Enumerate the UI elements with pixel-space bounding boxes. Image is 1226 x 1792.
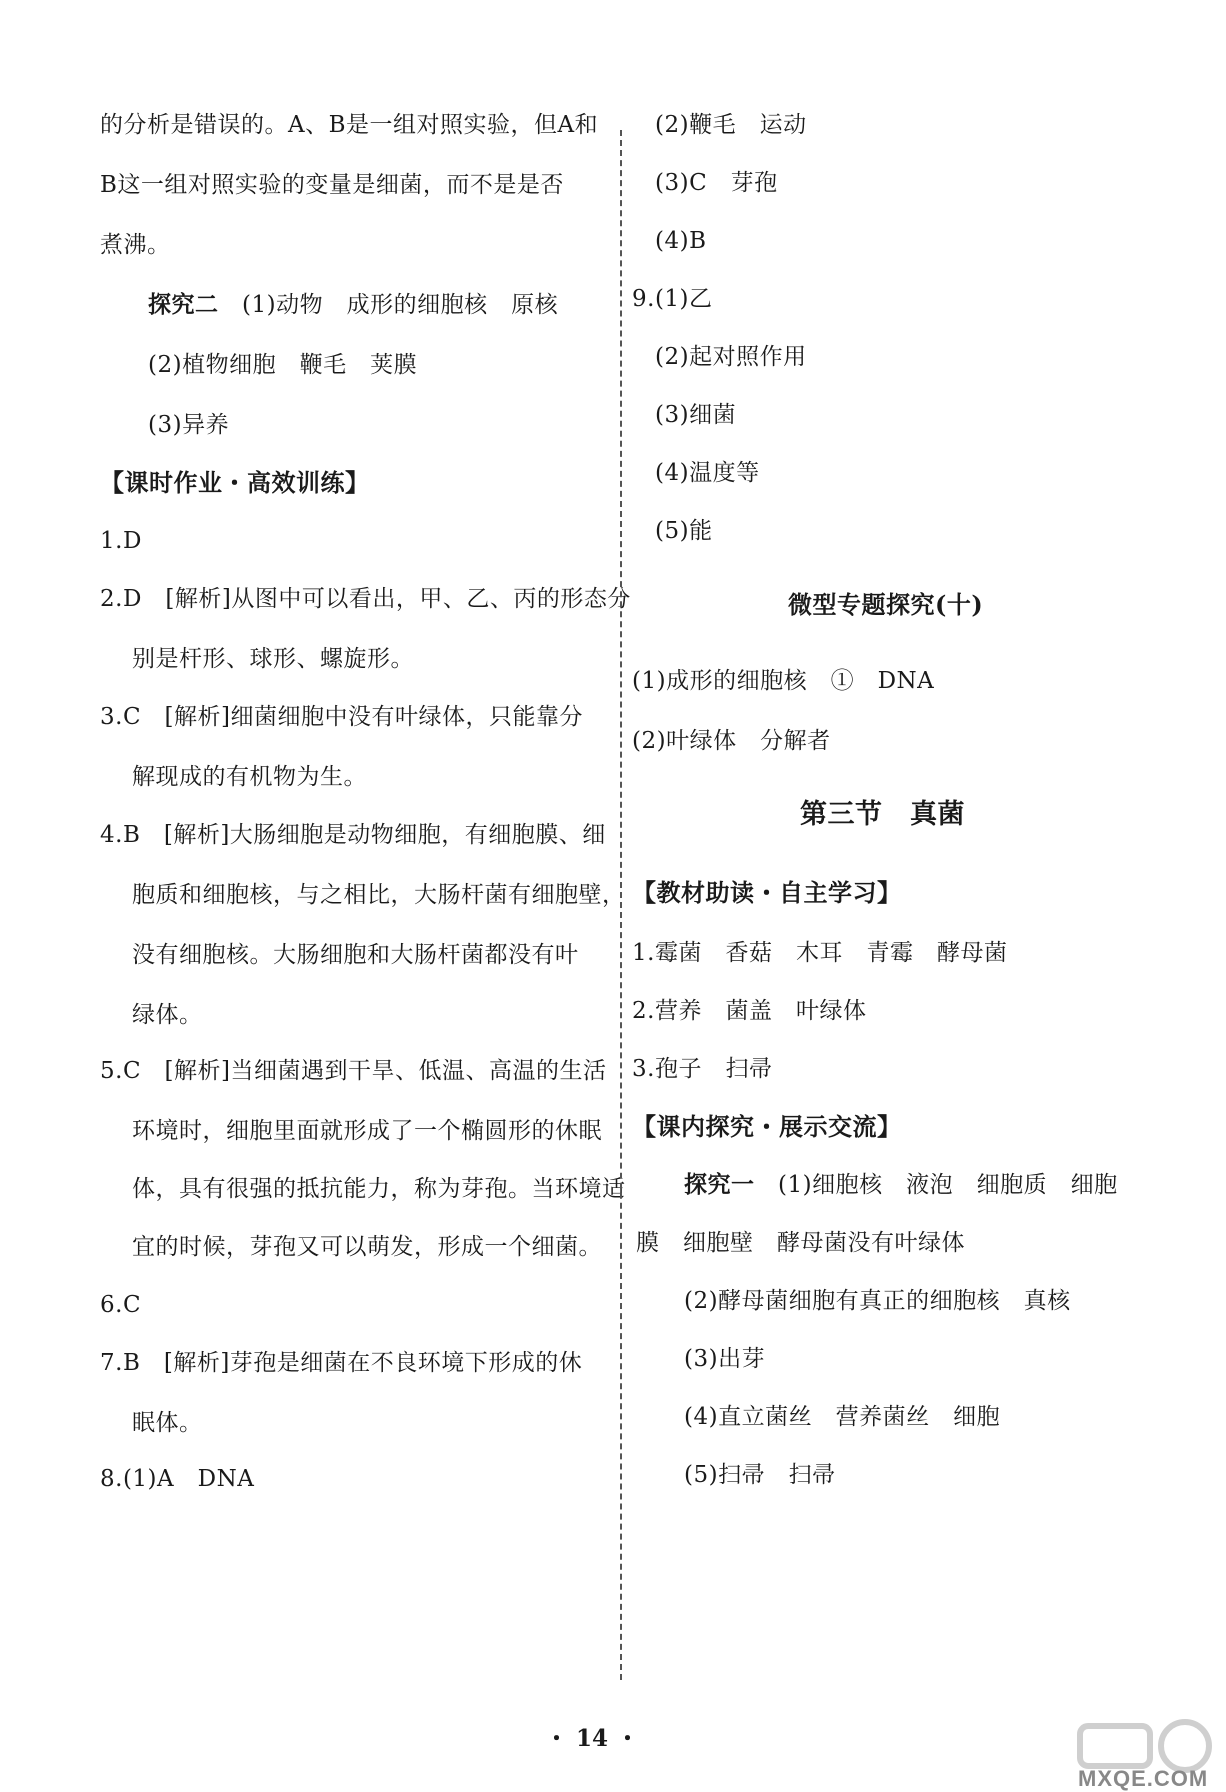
micro-topic-title: 微型专题探究(十) (788, 590, 984, 619)
section-heading-homework: 【课时作业・高效训练】 (100, 468, 370, 497)
left-line-09: 2.D [解析]从图中可以看出，甲、乙、丙的形态分 (100, 586, 631, 612)
left-line-03: 煮沸。 (100, 232, 171, 258)
right-line-14: 1.霉菌 香菇 木耳 青霉 酵母菌 (632, 940, 1008, 966)
right-line-11: (2)叶绿体 分解者 (632, 728, 831, 754)
section-three-title: 第三节 真菌 (800, 799, 965, 830)
right-line-18 (684, 1170, 1118, 1200)
right-line-05: (2)起对照作用 (655, 344, 807, 370)
left-line-24: 8.(1)A DNA (100, 1466, 255, 1492)
left-line-13: 4.B [解析]大肠细胞是动物细胞，有细胞膜、细 (100, 822, 606, 848)
explore-two-label: 探究二 (148, 291, 219, 318)
explore-one-text: (1)细胞核 液泡 细胞质 细胞 (778, 1172, 1118, 1198)
left-line-14: 胞质和细胞核，与之相比，大肠杆菌有细胞壁， (132, 882, 626, 908)
right-line-01: (2)鞭毛 运动 (655, 112, 807, 138)
right-line-20: (2)酵母菌细胞有真正的细胞核 真核 (684, 1288, 1071, 1314)
left-line-17: 5.C [解析]当细菌遇到干旱、低温、高温的生活 (100, 1058, 607, 1084)
left-line-19: 体，具有很强的抵抗能力，称为芽孢。当环境适 (132, 1176, 626, 1202)
explore-two-text: (1)动物 成形的细胞核 原核 (242, 292, 559, 318)
right-line-06: (3)细菌 (655, 402, 737, 428)
left-line-01: 的分析是错误的。A、B是一组对照实验，但A和 (100, 112, 599, 138)
section-heading-textbook: 【教材助读・自主学习】 (632, 878, 902, 907)
left-line-22: 7.B [解析]芽孢是细菌在不良环境下形成的休 (100, 1350, 583, 1376)
left-line-02: B这一组对照实验的变量是细菌，而不是是否 (100, 172, 564, 198)
explore-one-label: 探究一 (684, 1171, 755, 1198)
left-line-06: (3)异养 (148, 412, 230, 438)
left-line-12: 解现成的有机物为生。 (132, 764, 367, 790)
left-line-08: 1.D (100, 528, 142, 554)
right-line-10: (1)成形的细胞核 ① DNA (632, 668, 935, 694)
left-line-11: 3.C [解析]细菌细胞中没有叶绿体，只能靠分 (100, 704, 583, 730)
left-line-18: 环境时，细胞里面就形成了一个椭圆形的休眠 (132, 1118, 602, 1144)
left-line-23: 眠体。 (132, 1410, 203, 1436)
left-line-10: 别是杆形、球形、螺旋形。 (132, 646, 414, 672)
left-line-16: 绿体。 (132, 1002, 203, 1028)
right-line-21: (3)出芽 (684, 1346, 766, 1372)
right-line-07: (4)温度等 (655, 460, 760, 486)
right-line-19: 膜 细胞壁 酵母菌没有叶绿体 (636, 1230, 965, 1256)
watermark-text: MXQE.COM (1078, 1766, 1209, 1791)
page-number: ・ 14 ・ (545, 1725, 640, 1752)
left-line-05: (2)植物细胞 鞭毛 荚膜 (148, 352, 418, 378)
right-line-03: (4)B (655, 228, 707, 254)
left-line-20: 宜的时候，芽孢又可以萌发，形成一个细菌。 (132, 1234, 602, 1260)
right-line-23: (5)扫帚 扫帚 (684, 1462, 836, 1488)
right-line-15: 2.营养 菌盖 叶绿体 (632, 998, 867, 1024)
left-line-21: 6.C (100, 1292, 142, 1318)
section-heading-classroom: 【课内探究・展示交流】 (632, 1112, 902, 1141)
left-line-04 (148, 290, 558, 320)
column-divider (620, 130, 622, 1680)
left-line-15: 没有细胞核。大肠细胞和大肠杆菌都没有叶 (132, 942, 579, 968)
right-line-16: 3.孢子 扫帚 (632, 1056, 773, 1082)
right-line-22: (4)直立菌丝 营养菌丝 细胞 (684, 1404, 1001, 1430)
right-line-08: (5)能 (655, 518, 713, 544)
right-line-04: 9.(1)乙 (632, 286, 713, 312)
right-line-02: (3)C 芽孢 (655, 170, 778, 196)
